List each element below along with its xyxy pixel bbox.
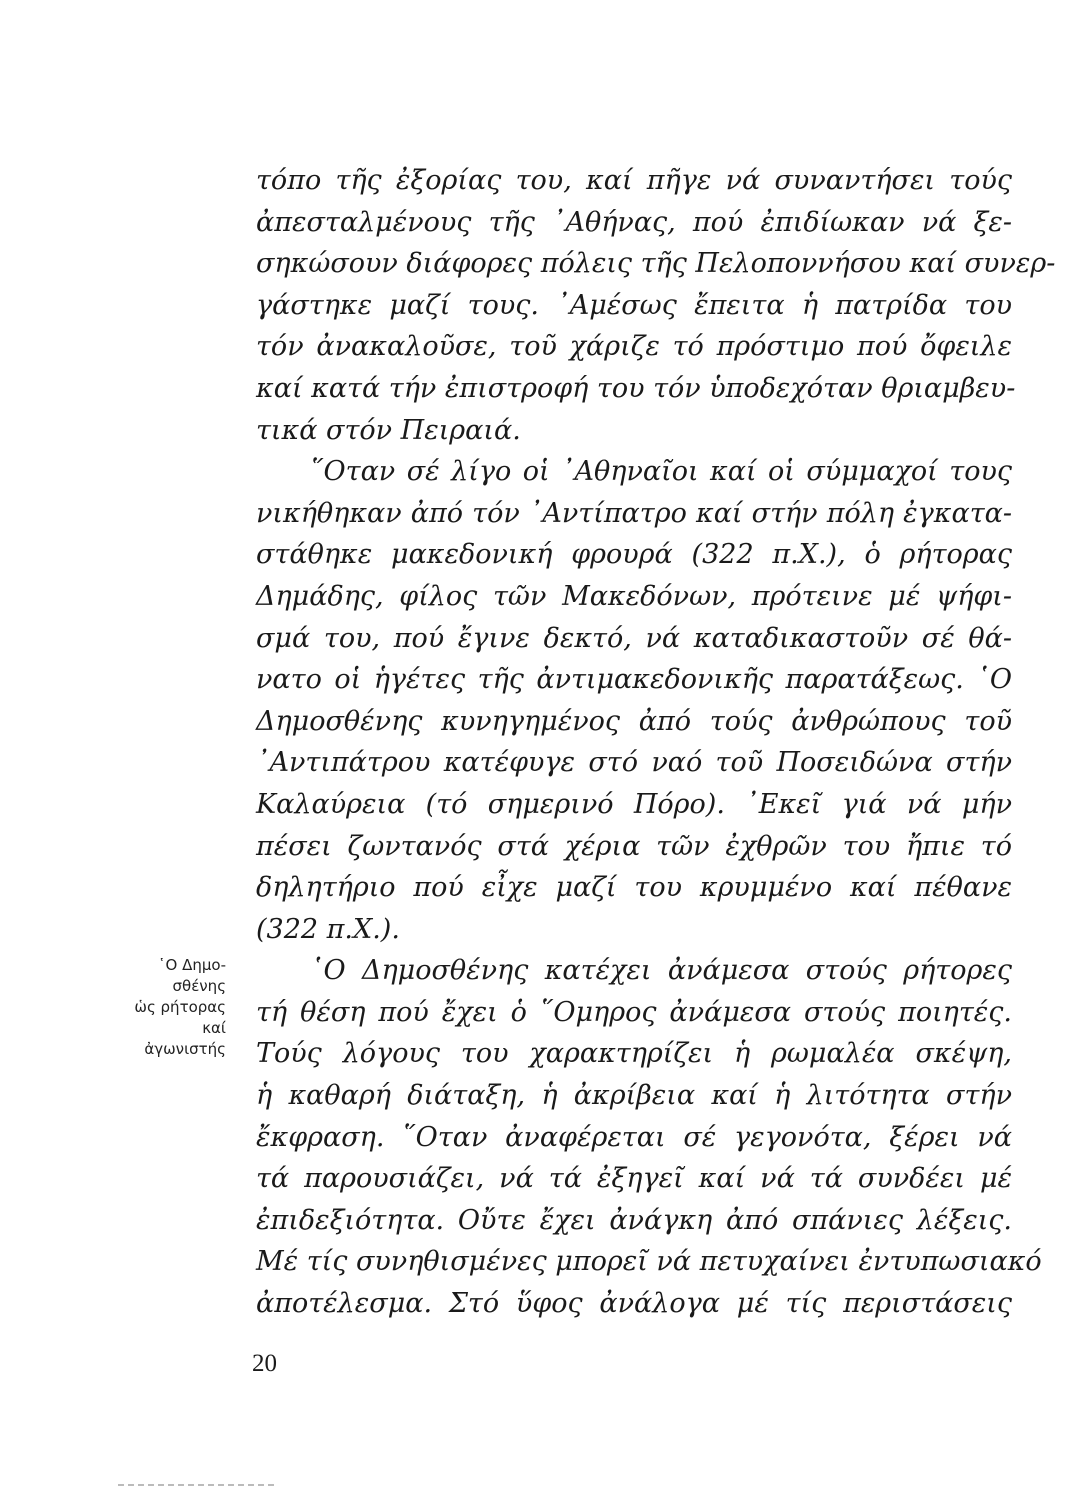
margin-note-line: σθένης — [172, 977, 226, 995]
margin-note-line: ῾Ο Δημο- — [158, 956, 226, 974]
text-line: ἐπιδεξιότητα. Οὔτε ἔχει ἀνάγκη ἀπό σπάνιες λέξεις. — [256, 1204, 1012, 1236]
margin-note-line: καί — [202, 1019, 226, 1037]
text-line: νατο οἱ ἡγέτες τῆς ἀντιμακεδονικῆς παρατάξεως. ῾Ο — [256, 664, 1012, 696]
text-line: (322 π.Χ.). — [256, 913, 400, 945]
text-line: ἡ καθαρή διάταξη, ἡ ἀκρίβεια καί ἡ λιτότητα στήν — [256, 1080, 1012, 1112]
text-line: ῞Οταν σέ λίγο οἱ ᾽Αθηναῖοι καί οἱ σύμμαχοί τους — [310, 456, 1012, 488]
text-line: ἀπεσταλμένους τῆς ᾽Αθήνας, πού ἐπιδίωκαν νά ξε- — [256, 206, 1012, 238]
text-line: γάστηκε μαζί τους. ᾽Αμέσως ἔπειτα ἡ πατρίδα του — [256, 289, 1012, 321]
scan-artifact — [118, 1484, 278, 1486]
text-line: Καλαύρεια (τό σημερινό Πόρο). ᾽Εκεῖ γιά νά μήν — [256, 788, 1012, 820]
paragraph-2 — [256, 451, 1012, 950]
page-number: 20 — [252, 1350, 277, 1377]
text-line: ἔκφραση. ῞Οταν ἀναφέρεται σέ γεγονότα, ξέρει νά — [256, 1121, 1012, 1153]
margin-note — [100, 955, 226, 1060]
text-line: τά παρουσιάζει, νά τά ἐξηγεῖ καί νά τά συνδέει μέ — [256, 1163, 1012, 1195]
text-line: καί κατά τήν ἐπιστροφή του τόν ὑποδεχόταν θριαμβευ- — [256, 372, 1016, 404]
text-line: ᾽Αντιπάτρου κατέφυγε στό ναό τοῦ Ποσειδώνα στήν — [256, 747, 1012, 779]
text-line: τικά στόν Πειραιά. — [256, 414, 521, 446]
text-line: ἀποτέλεσμα. Στό ὕφος ἀνάλογα μέ τίς περιστάσεις — [256, 1288, 1012, 1320]
text-line: σηκώσουν διάφορες πόλεις τῆς Πελοποννήσου καί συνερ- — [256, 248, 1056, 280]
margin-note-line: ὡς ρήτορας — [134, 998, 226, 1016]
text-line: τή θέση πού ἔχει ὁ ῞Ομηρος ἀνάμεσα στούς ποιητές. — [256, 996, 1012, 1028]
text-line: στάθηκε μακεδονική φρουρά (322 π.Χ.), ὁ ρήτορας — [256, 539, 1012, 571]
text-line: πέσει ζωντανός στά χέρια τῶν ἐχθρῶν του ἤπιε τό — [256, 830, 1012, 862]
text-line: νικήθηκαν ἀπό τόν ᾽Αντίπατρο καί στήν πόλη ἐγκατα- — [256, 497, 1012, 529]
paragraph-3 — [256, 950, 1042, 1324]
margin-note-line: ἀγωνιστής — [144, 1040, 226, 1058]
text-line: ῾Ο Δημοσθένης κατέχει ἀνάμεσα στούς ρήτορες — [310, 955, 1012, 987]
paragraph-1 — [256, 160, 1056, 451]
text-line: τόν ἀνακαλοῦσε, τοῦ χάριζε τό πρόστιμο πού ὄφειλε — [256, 331, 1012, 363]
text-line: σμά του, πού ἔγινε δεκτό, νά καταδικαστοῦν σέ θά- — [256, 622, 1012, 654]
text-line: τόπο τῆς ἐξορίας του, καί πῆγε νά συναντήσει τούς — [256, 165, 1012, 196]
text-line: Μέ τίς συνηθισμένες μπορεῖ νά πετυχαίνει ἐντυπωσιακό — [256, 1246, 1042, 1278]
text-line: Δημοσθένης κυνηγημένος ἀπό τούς ἀνθρώπους τοῦ — [256, 705, 1012, 737]
body-text — [256, 160, 1056, 1325]
text-line: Δημάδης, φίλος τῶν Μακεδόνων, πρότεινε μέ ψήφι- — [256, 580, 1012, 612]
text-line: Τούς λόγους του χαρακτηρίζει ἡ ρωμαλέα σκέψη, — [256, 1038, 1012, 1070]
text-line: δηλητήριο πού εἶχε μαζί του κρυμμένο καί πέθανε — [256, 872, 1012, 904]
